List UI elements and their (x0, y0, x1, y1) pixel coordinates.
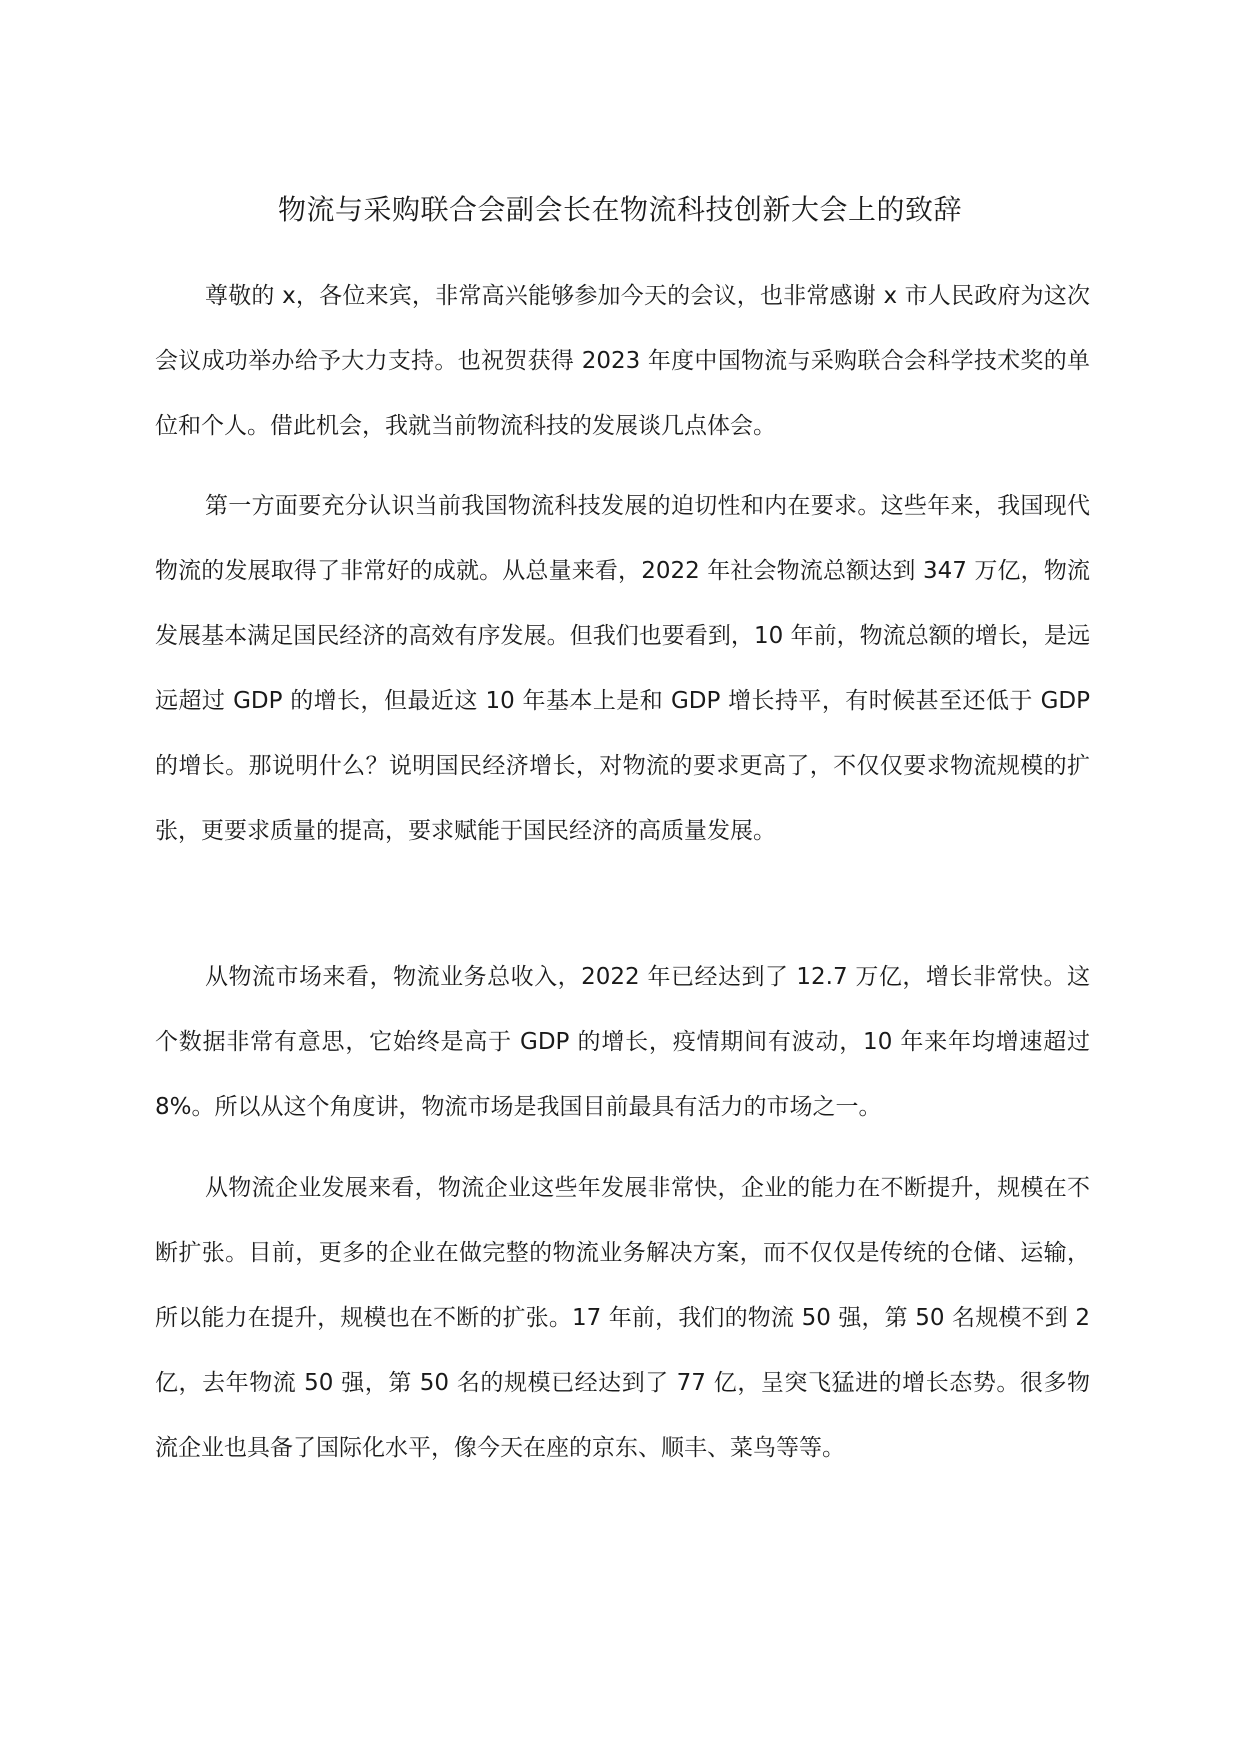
paragraph-4 (155, 1156, 1090, 1481)
paragraph-1 (155, 264, 1090, 459)
paragraph-2 (155, 474, 1090, 864)
paragraph-text: 尊敬的 x，各位来宾，非常高兴能够参加今天的会议，也非常感谢 x 市人民政府为这次会议成功举办给予大力支持。也祝贺获得 2023 年度中国物流与采购联合会科学技术奖的单位和个人。借此机会，我就当前物流科技的发展谈几点体会。 (155, 283, 1090, 439)
paragraph-text: 从物流企业发展来看，物流企业这些年发展非常快，企业的能力在不断提升，规模在不断扩张。目前，更多的企业在做完整的物流业务解决方案，而不仅仅是传统的仓储、运输，所以能力在提升，规模也在不断的扩张。17 年前，我们的物流 50 强，第 50 名规模不到 2 亿，去年物流 50 强，第 50 名的规模已经达到了 77 亿，呈突飞猛进的增长态势。很多物流企业也具备了国际化水平，像今天在座的京东、顺丰、菜鸟等等。 (155, 1175, 1090, 1461)
document-title: 物流与采购联合会副会长在物流科技创新大会上的致辞 (277, 193, 962, 226)
paragraph-3 (155, 945, 1090, 1140)
paragraph-text: 从物流市场来看，物流业务总收入，2022 年已经达到了 12.7 万亿，增长非常快。这个数据非常有意思，它始终是高于 GDP 的增长，疫情期间有波动，10 年来年均增速超过 8%。所以从这个角度讲，物流市场是我国目前最具有活力的市场之一。 (155, 964, 1090, 1120)
paragraph-text: 第一方面要充分认识当前我国物流科技发展的迫切性和内在要求。这些年来，我国现代物流的发展取得了非常好的成就。从总量来看，2022 年社会物流总额达到 347 万亿，物流发展基本满足国民经济的高效有序发展。但我们也要看到，10 年前，物流总额的增长，是远远超过 GDP 的增长，但最近这 10 年基本上是和 GDP 增长持平，有时候甚至还低于 GDP 的增长。那说明什么？说明国民经济增长，对物流的要求更高了，不仅仅要求物流规模的扩张，更要求质量的提高，要求赋能于国民经济的高质量发展。 (155, 493, 1090, 844)
